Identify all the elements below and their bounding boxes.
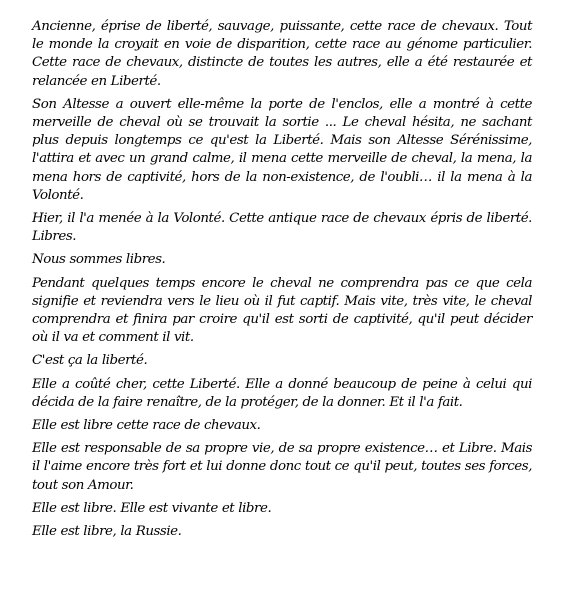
paragraph-1: Ancienne, éprise de liberté, sauvage, puissante, cette race de chevaux. Tout le monde la croyait en voie de disparition, cette race au génome particulier. Cette race de chevaux, distincte de toutes les autres, elle a été restaurée et relancée en Liberté. (32, 19, 532, 89)
paragraph-4: Nous sommes libres. (32, 252, 166, 268)
paragraph-5: Pendant quelques temps encore le cheval ne comprendra pas ce que cela signifie et reviendra vers le lieu où il fut captif. Mais vite, très vite, le cheval comprendra et finira par croire qu'il est sorti de captivité, qu'il peut décider où il va et comment il vit. (32, 275, 532, 346)
paragraph-2: Son Altesse a ouvert elle-même la porte de l'enclos, elle a montré à cette merveille de cheval où se trouvait la sortie ... Le cheval hésita, ne sachant plus depuis longtemps ce qu'est la Liberté. Mais son Altesse Sérénissime, l'attira et avec un grand calme, il mena cette merveille de cheval, la mena, la mena hors de captivité, hors de la non-existence, de l'oubli… il la mena à la Volonté. (32, 96, 532, 203)
paragraph-3: Hier, il l'a menée à la Volonté. Cette antique race de chevaux épris de liberté. Libres. (32, 211, 532, 245)
paragraph-6: C'est ça la liberté. (32, 353, 148, 369)
document-body (32, 18, 532, 546)
paragraph-9: Elle est responsable de sa propre vie, de sa propre existence… et Libre. Mais il l'aime encore très fort et lui donne donc tout ce qu'il peut, toutes ses forces, tout son Amour. (32, 441, 532, 493)
paragraph-11: Elle est libre, la Russie. (32, 524, 182, 540)
paragraph-7: Elle a coûté cher, cette Liberté. Elle a donné beaucoup de peine à celui qui décida de la faire renaître, de la protéger, de la donner. Et il l'a fait. (32, 376, 532, 410)
paragraph-10: Elle est libre. Elle est vivante et libre. (32, 500, 272, 516)
paragraph-8: Elle est libre cette race de chevaux. (32, 418, 261, 434)
